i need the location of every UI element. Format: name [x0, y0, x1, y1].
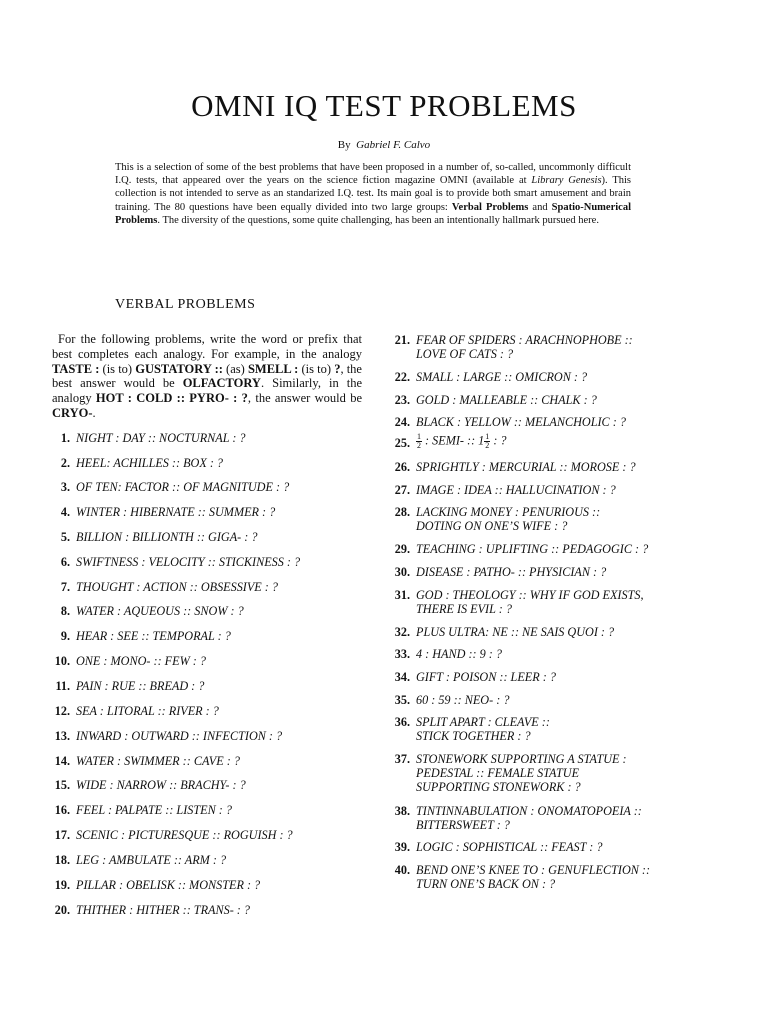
question-number: 23.: [394, 393, 410, 407]
question-text: SEA : LITORAL :: RIVER : ?: [76, 704, 219, 718]
question-text: TINTINNABULATION : ONOMATOPOEIA ::: [416, 804, 642, 818]
question-text: PEDESTAL :: FEMALE STATUE: [416, 766, 580, 781]
question-text: WIDE : NARROW :: BRACHY- : ?: [76, 778, 246, 792]
question-text: SWIFTNESS : VELOCITY :: STICKINESS : ?: [76, 555, 301, 569]
question-number: 22.: [394, 370, 410, 384]
question-text: SPRIGHTLY : MERCURIAL :: MOROSE : ?: [416, 460, 636, 474]
intro-text: For the following problems, write the word or prefix that best completes each analogy. For example, in the analogy: [52, 332, 362, 361]
question-text: STONEWORK SUPPORTING A STATUE :: [416, 752, 627, 766]
question-number: 38.: [394, 804, 410, 818]
abstract-text-3: . The diversity of the questions, some quite challenging, has been an intentionally hallmark pursued here.: [157, 214, 599, 226]
question-text: FEAR OF SPIDERS : ARACHNOPHOBE ::: [416, 333, 633, 347]
section-intro: [52, 332, 362, 421]
section-heading: VERBAL PROBLEMS: [115, 297, 256, 312]
question-text: THOUGHT : ACTION :: OBSESSIVE : ?: [76, 580, 278, 594]
abstract-text-2: ). This collection is not intended to serve as an standarized I.Q. test. Its main goal is to provide both smart amusement and brain training. The 80 questions have been equally divided into two large groups:: [115, 175, 631, 213]
question-number: 19.: [54, 878, 70, 892]
question-text: BITTERSWEET : ?: [416, 818, 510, 833]
question-number: 11.: [55, 679, 70, 693]
question-text: WATER : AQUEOUS :: SNOW : ?: [76, 604, 244, 618]
question-number: 18.: [54, 853, 70, 867]
question-number: 3.: [60, 480, 70, 494]
question-text: WATER : SWIMMER :: CAVE : ?: [76, 754, 240, 768]
byline: [0, 139, 768, 151]
question-number: 21.: [394, 333, 410, 347]
question-text: BLACK : YELLOW :: MELANCHOLIC : ?: [416, 415, 626, 429]
author-name: Gabriel F. Calvo: [356, 139, 431, 151]
question-text-end: : ?: [490, 433, 507, 448]
question-number: 37.: [394, 752, 410, 766]
abstract-bold-verbal: Verbal Problems: [451, 201, 529, 213]
question-number: 27.: [394, 483, 410, 497]
intro-bold: GUSTATORY ::: [135, 361, 223, 376]
question-text: PAIN : RUE :: BREAD : ?: [76, 679, 205, 693]
question-text: SMALL : LARGE :: OMICRON : ?: [416, 370, 588, 384]
question-number: 24.: [394, 415, 410, 429]
question-text: LOVE OF CATS : ?: [416, 347, 514, 362]
intro-bold: ?: [334, 361, 341, 376]
question-number: 35.: [394, 693, 410, 707]
intro-text: (is to): [99, 361, 136, 376]
intro-bold: SMELL :: [247, 361, 299, 376]
intro-bold: OLFACTORY: [182, 376, 261, 391]
question-number: 34.: [394, 670, 410, 684]
question-number: 4.: [60, 505, 70, 519]
question-text: THITHER : HITHER :: TRANS- : ?: [76, 903, 250, 917]
question-text: BEND ONE’S KNEE TO : GENUFLECTION ::: [416, 863, 651, 877]
question-text: STICK TOGETHER : ?: [416, 729, 531, 744]
question-number: 5.: [60, 530, 70, 544]
intro-text: , the best answer would be: [52, 361, 362, 391]
question-text: SUPPORTING STONEWORK : ?: [416, 780, 581, 795]
question-number: 28.: [394, 505, 410, 519]
fraction-numerator: 1: [417, 432, 421, 441]
question-text: INWARD : OUTWARD :: INFECTION : ?: [76, 729, 283, 743]
question-number: 8.: [60, 604, 70, 618]
question-number: 14.: [54, 754, 70, 768]
question-number: 29.: [394, 542, 410, 556]
question-number: 26.: [394, 460, 410, 474]
question-text: FEEL : PALPATE :: LISTEN : ?: [76, 803, 232, 817]
question-text: HEAR : SEE :: TEMPORAL : ?: [76, 629, 231, 643]
question-number: 20.: [54, 903, 70, 917]
question-text: GIFT : POISON :: LEER : ?: [416, 670, 556, 684]
abstract-bold-spatial: Spatio-Numerical Problems: [115, 201, 631, 226]
question-number: 25.: [394, 436, 410, 450]
question-number: 33.: [394, 647, 410, 661]
intro-text: . Similarly, in the analogy: [52, 376, 362, 406]
question-number: 39.: [394, 840, 410, 854]
abstract-link[interactable]: Library Genesis: [531, 175, 602, 187]
question-number: 16.: [54, 803, 70, 817]
question-number: 32.: [394, 625, 410, 639]
question-text: SCENIC : PICTURESQUE :: ROGUISH : ?: [76, 828, 293, 842]
question-number: 30.: [394, 565, 410, 579]
intro-text: (is to): [298, 361, 335, 376]
question-text: LEG : AMBULATE :: ARM : ?: [76, 853, 227, 867]
question-text: DOTING ON ONE’S WIFE : ?: [416, 519, 568, 534]
question-text: NIGHT : DAY :: NOCTURNAL : ?: [76, 431, 246, 445]
question-text: [416, 433, 507, 450]
question-number: 40.: [394, 863, 410, 877]
question-text: LACKING MONEY : PENURIOUS ::: [416, 505, 601, 519]
question-text: TEACHING : UPLIFTING :: PEDAGOGIC : ?: [416, 542, 649, 556]
question-text: PILLAR : OBELISK :: MONSTER : ?: [76, 878, 261, 892]
question-text: HEEL: ACHILLES :: BOX : ?: [76, 456, 224, 470]
question-text: GOD : THEOLOGY :: WHY IF GOD EXISTS,: [416, 588, 644, 602]
intro-bold: CRYO-: [52, 405, 93, 420]
question-number: 1.: [60, 431, 70, 445]
page-title: OMNI IQ TEST PROBLEMS: [191, 88, 577, 123]
abstract-and: and: [528, 201, 552, 213]
question-text: DISEASE : PATHO- :: PHYSICIAN : ?: [416, 565, 607, 579]
question-number: 12.: [54, 704, 70, 718]
intro-bold: TASTE :: [52, 361, 100, 376]
question-number: 6.: [60, 555, 70, 569]
question-text: GOLD : MALLEABLE :: CHALK : ?: [416, 393, 597, 407]
intro-text: (as): [222, 361, 248, 376]
question-text-mid: : SEMI- :: 1: [422, 433, 485, 448]
question-text: ONE : MONO- :: FEW : ?: [76, 654, 206, 668]
question-text: THERE IS EVIL : ?: [416, 602, 512, 617]
question-number: 7.: [60, 580, 70, 594]
by-prefix: By: [337, 139, 351, 151]
question-text: 60 : 59 :: NEO- : ?: [416, 693, 510, 707]
question-number: 9.: [60, 629, 70, 643]
abstract-text-1: This is a selection of some of the best problems that have been proposed in a number of, so-called, uncommonly difficult I.Q. tests, that appeared over the years on the science fiction magazine OMNI (available at: [115, 162, 631, 187]
abstract: [115, 161, 631, 227]
question-text: 4 : HAND :: 9 : ?: [416, 647, 502, 661]
question-text: WINTER : HIBERNATE :: SUMMER : ?: [76, 505, 276, 519]
question-text: TURN ONE’S BACK ON : ?: [416, 877, 556, 892]
intro-text: .: [92, 405, 96, 420]
fraction-denominator: 2: [485, 441, 490, 450]
question-text: LOGIC : SOPHISTICAL :: FEAST : ?: [416, 840, 603, 854]
question-number: 36.: [394, 715, 410, 729]
question-number: 13.: [54, 729, 70, 743]
question-text: OF TEN: FACTOR :: OF MAGNITUDE : ?: [76, 480, 290, 494]
question-number: 31.: [394, 588, 410, 602]
question-text: BILLION : BILLIONTH :: GIGA- : ?: [76, 530, 258, 544]
question-number: 15.: [54, 778, 70, 792]
question-number: 2.: [60, 456, 70, 470]
fraction-denominator: 2: [417, 441, 421, 450]
question-number: 17.: [54, 828, 70, 842]
question-text: IMAGE : IDEA :: HALLUCINATION : ?: [416, 483, 616, 497]
question-text: SPLIT APART : CLEAVE ::: [416, 715, 550, 729]
fraction-numerator: 1: [485, 432, 490, 441]
intro-text: , the answer would be: [247, 391, 362, 406]
question-number: 10.: [54, 654, 70, 668]
intro-bold: HOT : COLD :: PYRO- : ?: [95, 391, 248, 406]
question-text: PLUS ULTRA: NE :: NE SAIS QUOI : ?: [416, 625, 615, 639]
